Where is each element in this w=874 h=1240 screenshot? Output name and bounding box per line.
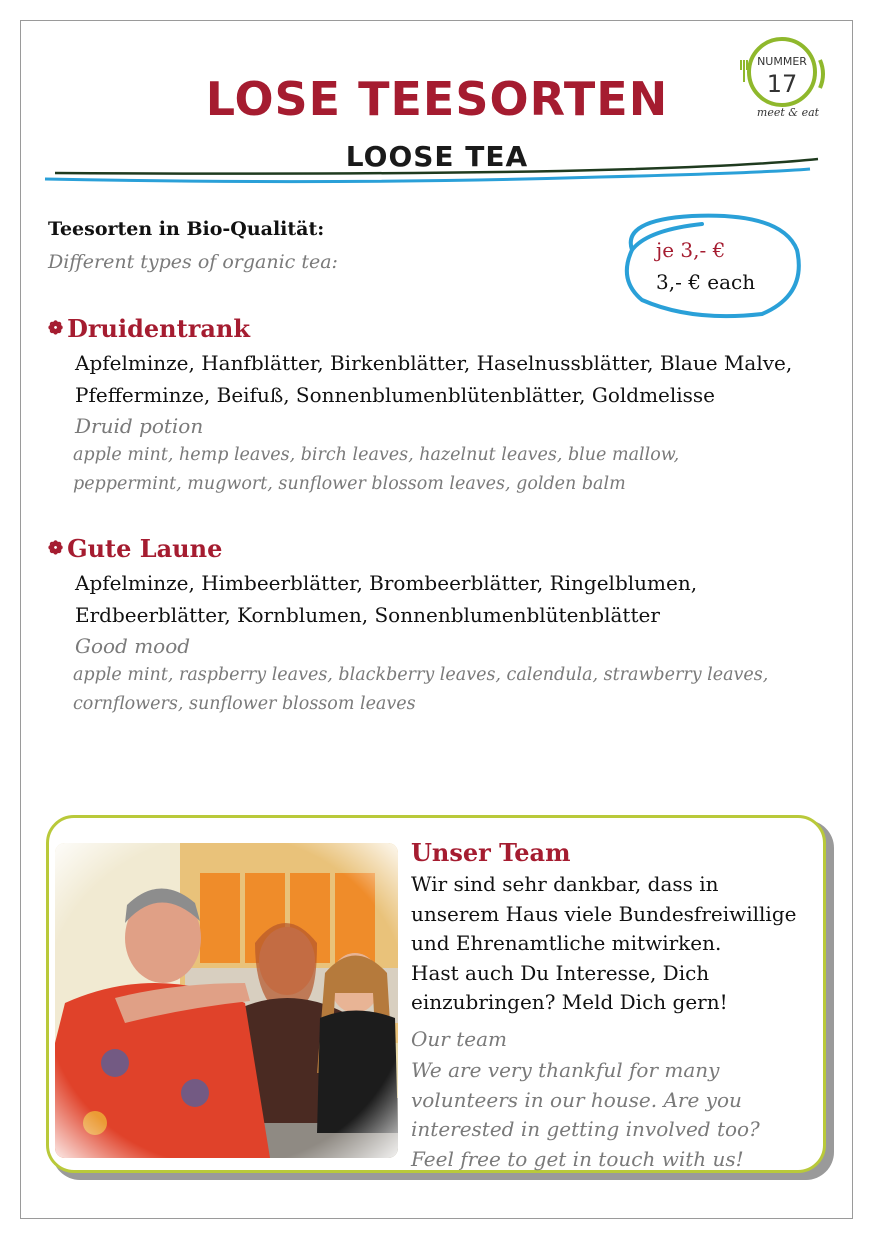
- price-circle: [612, 210, 807, 322]
- logo-text: NUMMER: [757, 55, 807, 68]
- logo-tagline: meet & eat: [756, 106, 820, 119]
- page-subtitle: LOOSE TEA: [345, 140, 529, 173]
- tea-ingredients-en: apple mint, raspberry leaves, blackberry leaves, calendula, strawberry leaves, cornflowers, sunflower blossom leaves: [73, 665, 769, 714]
- team-title: Unser Team: [411, 838, 571, 867]
- tea-name-en: Good mood: [75, 634, 191, 658]
- team-photo: [55, 843, 398, 1158]
- swoosh-divider: [40, 155, 830, 195]
- tea-ingredients-de: Apfelminze, Hanfblätter, Birkenblätter, Haselnussblätter, Blaue Malve, Pfefferminze, Beifuß, Sonnenblumenblütenblätter, Goldmelisse: [75, 351, 793, 407]
- tea-item-gute-laune: [48, 534, 838, 719]
- flower-icon: ❁: [48, 318, 64, 339]
- team-text-de: Wir sind sehr dankbar, dass in unserem Haus viele Bundesfreiwillige und Ehrenamtliche mitwirken. Hast auch Du Interesse, Dich einzubringen? Meld Dich gern!: [411, 872, 797, 1014]
- tea-name-en: Druid potion: [75, 414, 204, 438]
- intro-heading-en: Different types of organic tea:: [48, 251, 338, 273]
- price-de: je 3,- €: [656, 238, 726, 262]
- intro-heading-de: Teesorten in Bio-Qualität:: [48, 218, 325, 240]
- tea-ingredients-en: apple mint, hemp leaves, birch leaves, hazelnut leaves, blue mallow, peppermint, mugwort, sunflower blossom leaves, golden balm: [73, 445, 680, 494]
- page-title: LOSE TEESORTEN: [205, 72, 669, 126]
- team-text-en: We are very thankful for many volunteers in our house. Are you interested in getting involved too? Feel free to get in touch with us!: [411, 1058, 760, 1171]
- tea-item-druidentrank: [48, 314, 838, 499]
- logo-number: 17: [766, 70, 798, 98]
- team-title-en: Our team: [411, 1027, 507, 1051]
- tea-ingredients-de: Apfelminze, Himbeerblätter, Brombeerblätter, Ringelblumen, Erdbeerblätter, Kornblumen, Sonnenblumenblütenblätter: [75, 571, 698, 627]
- tea-name: Druidentrank: [67, 314, 250, 343]
- price-en: 3,- € each: [656, 270, 756, 294]
- tea-name: Gute Laune: [67, 534, 223, 563]
- flower-icon: ❁: [48, 538, 64, 559]
